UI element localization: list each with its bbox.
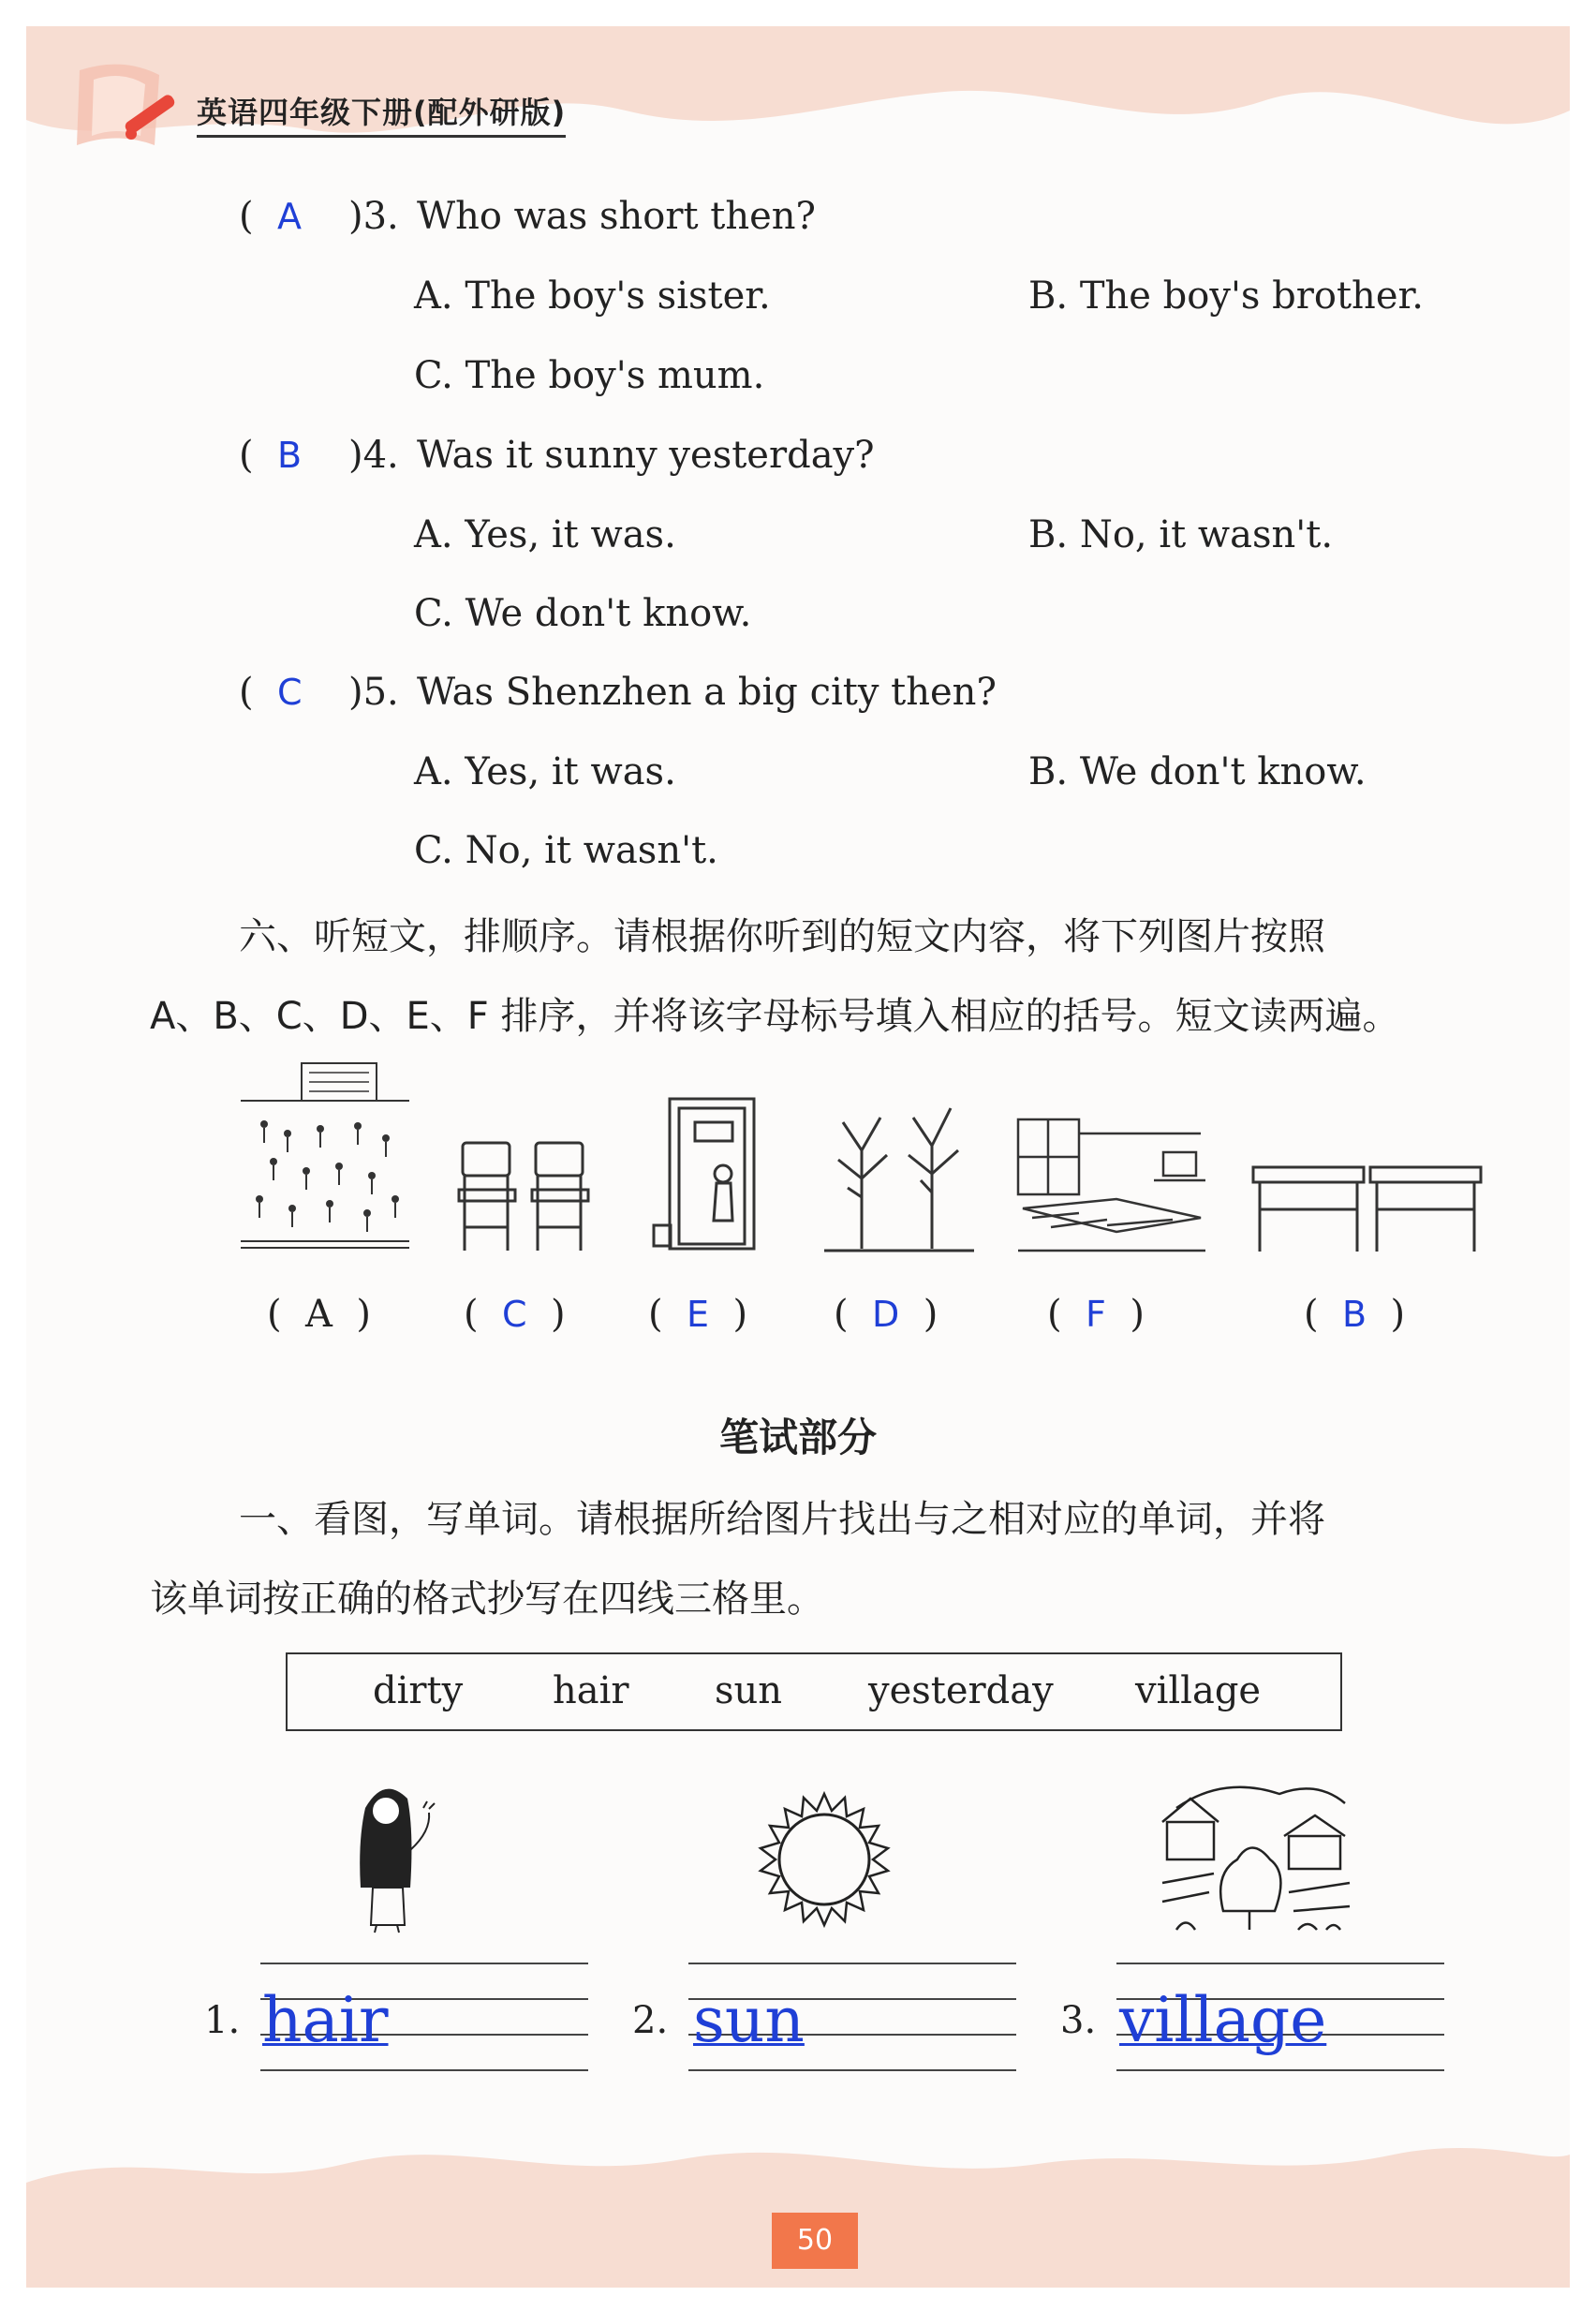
picture-5-answer: ( F ) xyxy=(1047,1293,1145,1336)
option-c: C. We don't know. xyxy=(414,592,752,635)
written-instruction-line1: 一、看图，写单词。请根据所给图片找出与之相对应的单词，并将 xyxy=(239,1498,1325,1541)
picture-6-answer: ( B ) xyxy=(1304,1293,1406,1336)
door-icon xyxy=(646,1094,768,1255)
answer-letter: A xyxy=(305,1293,332,1336)
question-stem: Who was short then? xyxy=(417,195,816,238)
chairs-icon xyxy=(451,1133,601,1255)
playground-icon xyxy=(236,1059,414,1255)
answer-bracket: ( A xyxy=(239,195,303,238)
word-bank-item: dirty xyxy=(373,1669,464,1712)
question-number: )4. xyxy=(348,434,399,477)
section6-instruction-line2: A、B、C、D、E、F 排序，并将该字母标号填入相应的括号。短文读两遍。 xyxy=(150,995,1400,1038)
section-heading: 笔试部分 xyxy=(718,1415,877,1460)
answer-word-sun: sun xyxy=(693,1984,805,2056)
desks-icon xyxy=(1249,1158,1483,1255)
question-number: )5. xyxy=(348,671,399,714)
answer-bracket: ( B xyxy=(239,434,303,477)
word-bank-item: hair xyxy=(553,1669,629,1712)
option-c: C. The boy's mum. xyxy=(414,354,765,397)
answer-letter: B xyxy=(277,435,303,476)
option-b: B. No, it wasn't. xyxy=(1028,513,1334,556)
answer-word-village: village xyxy=(1119,1984,1327,2056)
answer-word-hair: hair xyxy=(262,1984,389,2056)
answer-bracket: ( C xyxy=(239,671,303,714)
question-stem: Was Shenzhen a big city then? xyxy=(417,671,997,714)
village-icon xyxy=(1158,1770,1354,1934)
girl-hair-icon xyxy=(337,1775,459,1934)
question-stem: Was it sunny yesterday? xyxy=(417,434,875,477)
page-number: 50 xyxy=(772,2213,858,2269)
book-logo-icon xyxy=(66,52,187,164)
answer-letter: D xyxy=(872,1294,900,1335)
item-number: 3. xyxy=(1060,1999,1097,2042)
word-bank-item: village xyxy=(1135,1669,1262,1712)
answer-letter: E xyxy=(687,1294,710,1335)
option-b: B. The boy's brother. xyxy=(1028,274,1424,318)
answer-letter: B xyxy=(1342,1294,1367,1335)
word-bank-item: yesterday xyxy=(868,1669,1054,1712)
option-c: C. No, it wasn't. xyxy=(414,829,718,872)
answer-letter: F xyxy=(1086,1294,1106,1335)
trees-icon xyxy=(820,1094,979,1255)
sun-icon xyxy=(749,1785,899,1934)
answer-letter: C xyxy=(277,672,303,713)
option-a: A. Yes, it was. xyxy=(414,513,676,556)
book-title: 英语四年级下册(配外研版) xyxy=(197,89,566,138)
picture-2-answer: ( C ) xyxy=(464,1293,566,1336)
picture-4-answer: ( D ) xyxy=(834,1293,938,1336)
question-number: )3. xyxy=(348,195,399,238)
answer-letter: C xyxy=(502,1294,527,1335)
item-number: 1. xyxy=(204,1999,241,2042)
item-number: 2. xyxy=(632,1999,669,2042)
picture-3-answer: ( E ) xyxy=(648,1293,748,1336)
classroom-icon xyxy=(1013,1115,1210,1255)
section6-instruction-line1: 六、听短文，排顺序。请根据你听到的短文内容，将下列图片按照 xyxy=(239,915,1325,958)
option-a: A. Yes, it was. xyxy=(414,750,676,793)
written-instruction-line2: 该单词按正确的格式抄写在四线三格里。 xyxy=(150,1578,824,1621)
option-b: B. We don't know. xyxy=(1028,750,1367,793)
option-a: A. The boy's sister. xyxy=(414,274,771,318)
picture-1-answer: ( A ) xyxy=(267,1293,371,1336)
answer-letter: A xyxy=(277,196,303,237)
word-bank-item: sun xyxy=(715,1669,783,1712)
